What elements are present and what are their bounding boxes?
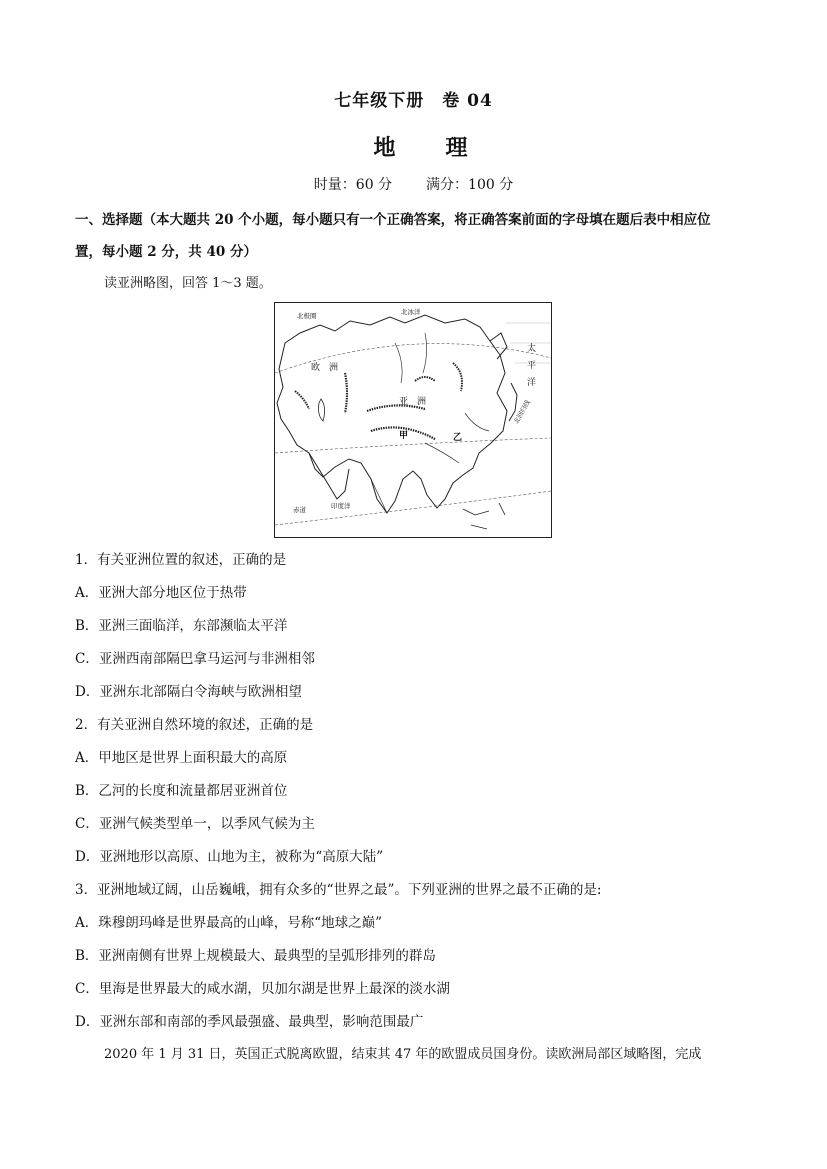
question-2-option-c: C．亚洲气候类型单一，以季风气候为主 <box>75 816 315 832</box>
map-intro: 读亚洲略图，回答 1～3 题。 <box>104 276 272 291</box>
question-3-option-c: C．里海是世界最大的咸水湖，贝加尔湖是世界上最深的淡水湖 <box>75 981 450 997</box>
section-heading-line1: 一、选择题（本大题共 20 个小题，每小题只有一个正确答案，将正确答案前面的字母填在题后表中相应位 <box>75 212 711 228</box>
paper-title: 七年级下册 卷 04 <box>334 91 493 111</box>
subject-title: 地 理 <box>373 135 482 161</box>
label-equator: 赤道 <box>293 506 306 514</box>
asia-map <box>274 302 552 538</box>
label-tropic: 北回归线 <box>512 398 532 426</box>
tropic-line <box>275 438 551 453</box>
asia-map-drawing <box>275 303 551 537</box>
label-indian-ocean: 印度洋 <box>331 502 351 510</box>
label-jia: 甲 <box>399 431 409 441</box>
question-3-stem: 3．亚洲地域辽阔，山岳巍峨，拥有众多的“世界之最”。下列亚洲的世界之最不正确的是: <box>75 882 602 898</box>
question-3-option-a: A．珠穆朗玛峰是世界最高的山峰，号称“地球之巅” <box>75 915 383 931</box>
label-asia: 亚 洲 <box>399 397 427 407</box>
full-score: 满分：100 分 <box>426 177 514 193</box>
question-2-option-a: A．甲地区是世界上面积最大的高原 <box>75 750 288 766</box>
label-europe: 欧 洲 <box>311 363 339 373</box>
question-1-option-a: A．亚洲大部分地区位于热带 <box>75 585 247 601</box>
question-1-option-b: B．亚洲三面临洋，东部濒临太平洋 <box>75 618 288 634</box>
time-limit: 时量：60 分 <box>313 177 393 193</box>
next-passage-intro: 2020 年 1 月 31 日，英国正式脱离欧盟，结束其 47 年的欧盟成员国身份。读欧洲局部区域略图，完成 <box>104 1047 702 1062</box>
question-1-stem: 1．有关亚洲位置的叙述，正确的是 <box>75 552 287 568</box>
label-arctic-circle: 北极圈 <box>297 312 317 320</box>
label-pacific: 太平洋 <box>525 343 535 394</box>
section-heading-line2: 置，每小题 2 分，共 40 分） <box>75 244 257 260</box>
question-2-stem: 2．有关亚洲自然环境的叙述，正确的是 <box>75 717 314 733</box>
question-2-option-b: B．乙河的长度和流量都居亚洲首位 <box>75 783 288 799</box>
question-1-option-d: D．亚洲东北部隔白令海峡与欧洲相望 <box>75 684 302 700</box>
question-1-option-c: C．亚洲西南部隔巴拿马运河与非洲相邻 <box>75 651 315 667</box>
label-yi: 乙 <box>453 433 463 443</box>
question-2-option-d: D．亚洲地形以高原、山地为主，被称为“高原大陆” <box>75 849 384 865</box>
exam-meta <box>0 176 827 194</box>
equator-line <box>275 491 551 525</box>
label-arctic-ocean: 北冰洋 <box>401 308 421 316</box>
question-3-option-d: D．亚洲东部和南部的季风最强盛、最典型，影响范围最广 <box>75 1014 424 1030</box>
question-3-option-b: B．亚洲南侧有世界上规模最大、最典型的呈弧形排列的群岛 <box>75 948 436 964</box>
